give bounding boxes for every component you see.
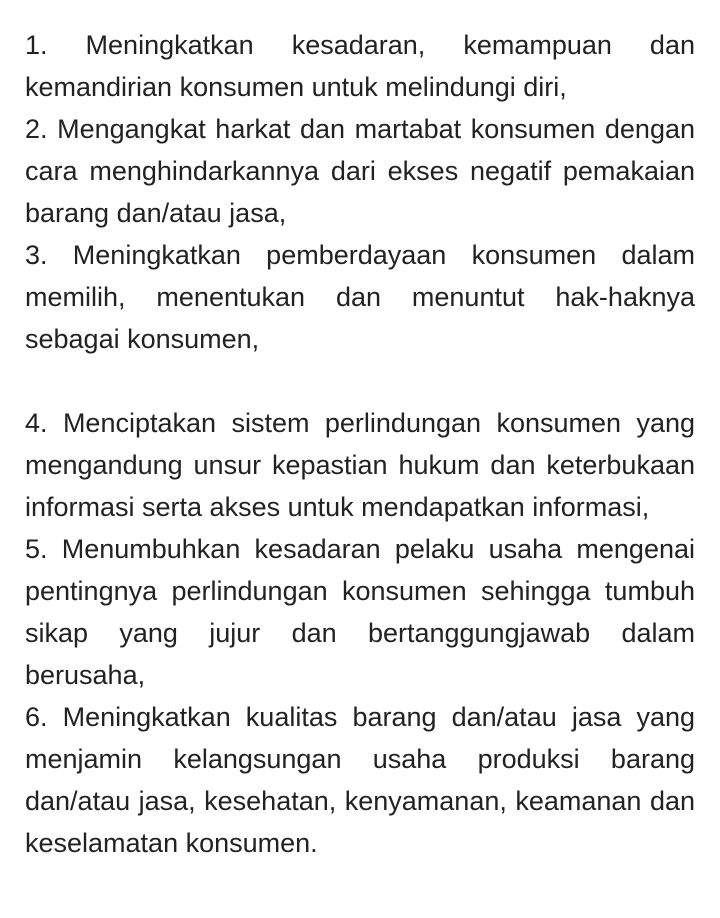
list-item-1: 1. Meningkatkan kesadaran, kemampuan dan kemandirian konsumen untuk melindungi diri, <box>25 30 695 102</box>
document-body <box>25 24 695 864</box>
paragraph-gap <box>25 360 695 402</box>
list-item-4: 4. Menciptakan sistem perlindungan konsumen yang mengandung unsur kepastian hukum dan keterbukaan informasi serta akses untuk mendapatkan informasi, <box>25 408 695 522</box>
list-item-5: 5. Menumbuhkan kesadaran pelaku usaha mengenai pentingnya perlindungan konsumen sehingga tumbuh sikap yang jujur dan bertanggungjawab dalam berusaha, <box>25 534 695 690</box>
list-item-6: 6. Meningkatkan kualitas barang dan/atau jasa yang menjamin kelangsungan usaha produksi barang dan/atau jasa, kesehatan, kenyamanan, keamanan dan keselamatan konsumen. <box>25 702 695 858</box>
list-item-2: 2. Mengangkat harkat dan martabat konsumen dengan cara menghindarkannya dari ekses negatif pemakaian barang dan/atau jasa, <box>25 114 695 228</box>
list-item-3: 3. Meningkatkan pemberdayaan konsumen dalam memilih, menentukan dan menuntut hak-haknya sebagai konsumen, <box>25 240 695 354</box>
